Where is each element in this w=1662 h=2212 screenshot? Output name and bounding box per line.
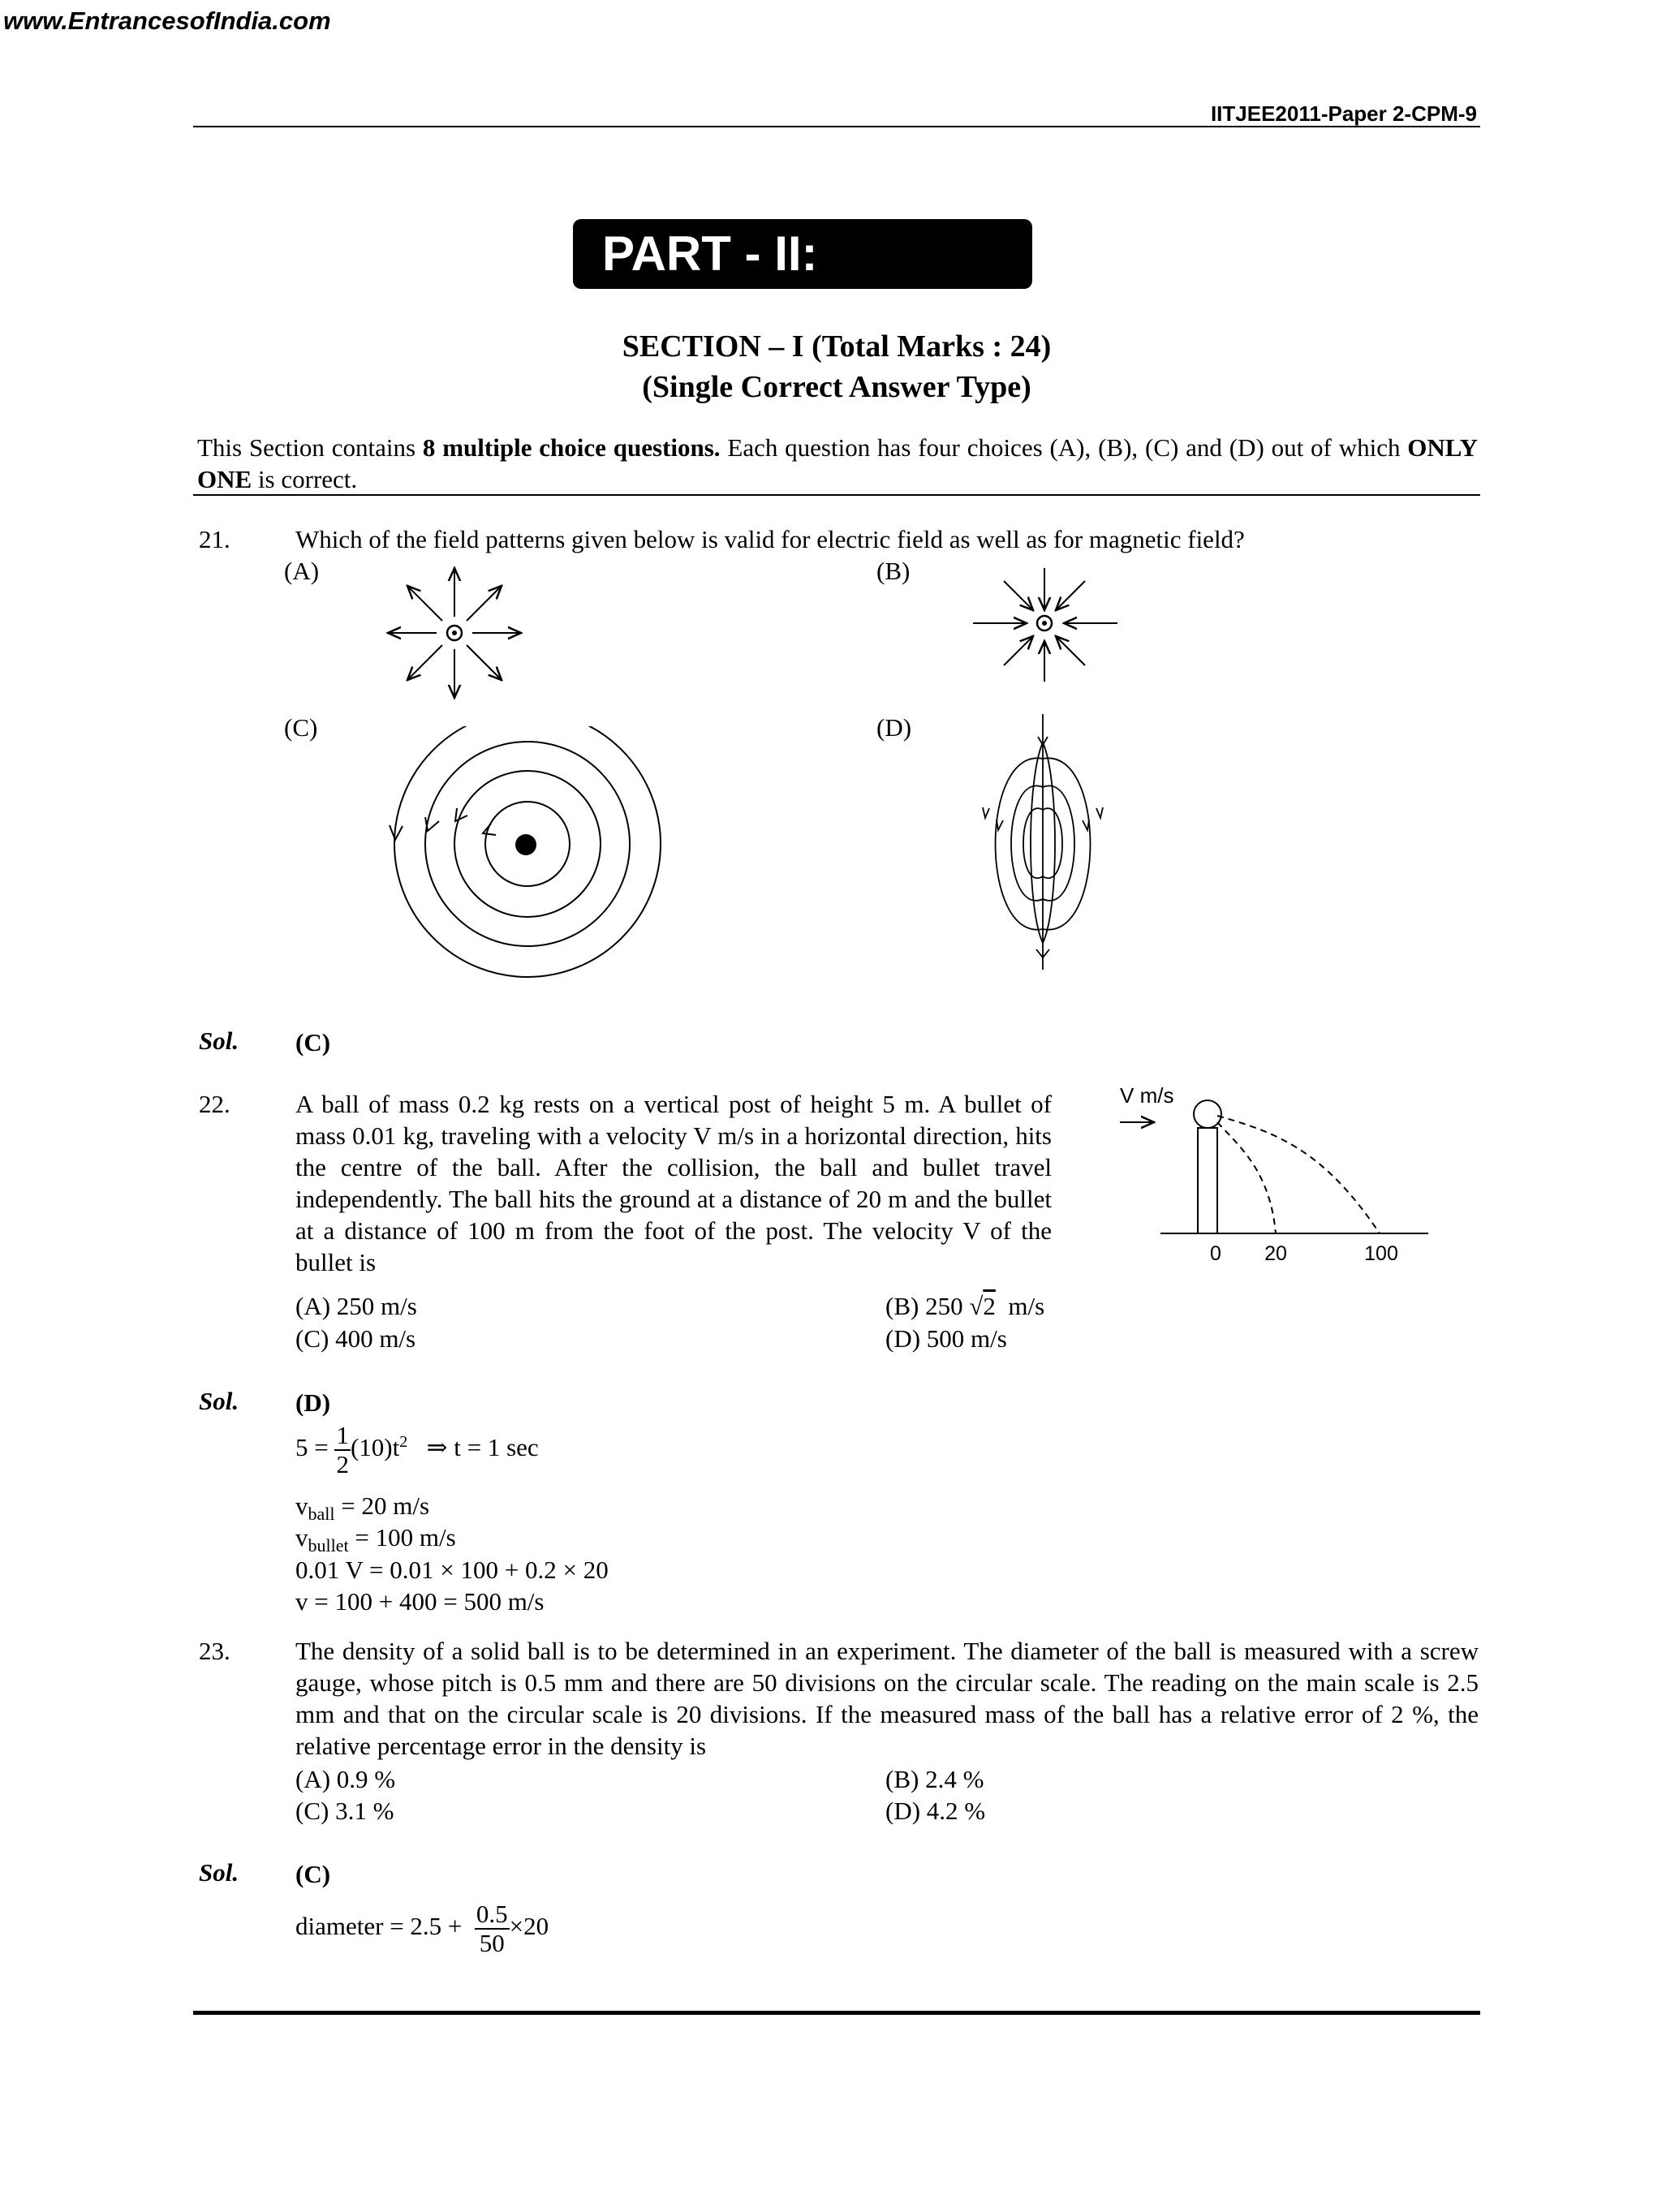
section-title: SECTION – I (Total Marks : 24) [622,329,1052,364]
q23-option-d: (D) 4.2 % [885,1797,986,1825]
q21-figure-a-radial-outward [373,560,536,706]
q22-figure-post-trajectories [1112,1083,1436,1278]
q22-solution-vbullet: $v_{bullet} = 100$ m/s [295,1523,456,1556]
instructions-rule [193,494,1480,496]
q21-option-d-label: (D) [876,713,912,742]
q21-answer: (C) [295,1028,331,1057]
part-title: PART - II: [573,219,1032,289]
q23-option-c: (C) 3.1 % [295,1797,394,1825]
q22-figure-tick-0: 0 [1210,1242,1221,1265]
q22-solution-eq1: 5 = $\frac{1}{2}$ $(10)t^2$ ⇒ t = 1 sec [295,1421,539,1478]
q22-option-c: (C) 400 m/s [295,1324,416,1353]
q23-solution-diameter: diameter = 2.5 + $\frac{0.5}{50}$ ×20 [295,1900,549,1957]
q21-solution-label: Sol. [199,1026,239,1055]
q21-option-c-label: (C) [284,713,318,742]
q23-answer: (C) [295,1860,331,1888]
q22-figure-velocity-label: V m/s [1120,1083,1174,1108]
q23-text: The density of a solid ball is to be determined in an experiment. The diameter of the ball is measured with a screw gauge, whose pitch is 0.5 mm and there are 50 divisions on the circular scale. The reading on the main scale is 2.5 mm and that on the circular scale is 20 divisions. If the measured mass of the ball has a relative error of 2 %, the relative percentage error in the density is [295,1637,1479,1760]
q22-answer: (D) [295,1388,331,1417]
q21-figure-b-radial-inward [963,560,1126,690]
q22-number: 22. [199,1090,230,1118]
q22-solution-label: Sol. [199,1387,239,1415]
q22-figure-tick-100: 100 [1364,1242,1398,1265]
site-watermark: www.EntrancesofIndia.com [3,6,331,35]
q21-option-b-label: (B) [876,557,911,585]
q22-solution-momentum: 0.01 V = 0.01 × 100 + 0.2 × 20 [295,1556,609,1584]
q23-number: 23. [199,1637,230,1665]
q21-figure-c-concentric-circles [381,726,674,986]
q21-number: 21. [199,525,230,553]
q21-text: Which of the field patterns given below is valid for electric field as well as for magnetic field? [295,525,1245,553]
section-instructions: This Section contains 8 multiple choice questions. Each question has four choices (A), (B), (C) and (D) out of which ONLY ONE is correct. [197,433,1479,493]
footer-rule [193,2011,1480,2015]
q22-text: A ball of mass 0.2 kg rests on a vertical post of height 5 m. A bullet of mass 0.01 kg, traveling with a velocity V m/s in a horizontal direction, hits the centre of the ball. After the collision, the ball and bullet travel independently. The ball hits the ground at a distance of 20 m and the bullet at a distance of 100 m from the foot of the post. The velocity V of the bullet is [295,1090,1052,1276]
q23-option-a: (A) 0.9 % [295,1765,396,1793]
header-rule [193,126,1480,127]
q22-option-a: (A) 250 m/s [295,1292,417,1320]
q21-figure-d-dipole-lines [970,714,1116,974]
q22-option-b: (B) 250 √2 m/s [885,1292,1045,1320]
page-header-code: IITJEE2011-Paper 2-CPM-9 [1210,101,1477,126]
q22-solution-result: v = 100 + 400 = 500 m/s [295,1587,545,1616]
q21-option-a-label: (A) [284,557,320,585]
q22-solution-vball: $v_{ball} = 20$ m/s [295,1491,430,1525]
section-subtitle: (Single Correct Answer Type) [642,370,1031,404]
q22-figure-tick-20: 20 [1264,1242,1287,1265]
q23-option-b: (B) 2.4 % [885,1765,984,1793]
q22-option-d: (D) 500 m/s [885,1324,1007,1353]
q23-solution-label: Sol. [199,1858,239,1887]
